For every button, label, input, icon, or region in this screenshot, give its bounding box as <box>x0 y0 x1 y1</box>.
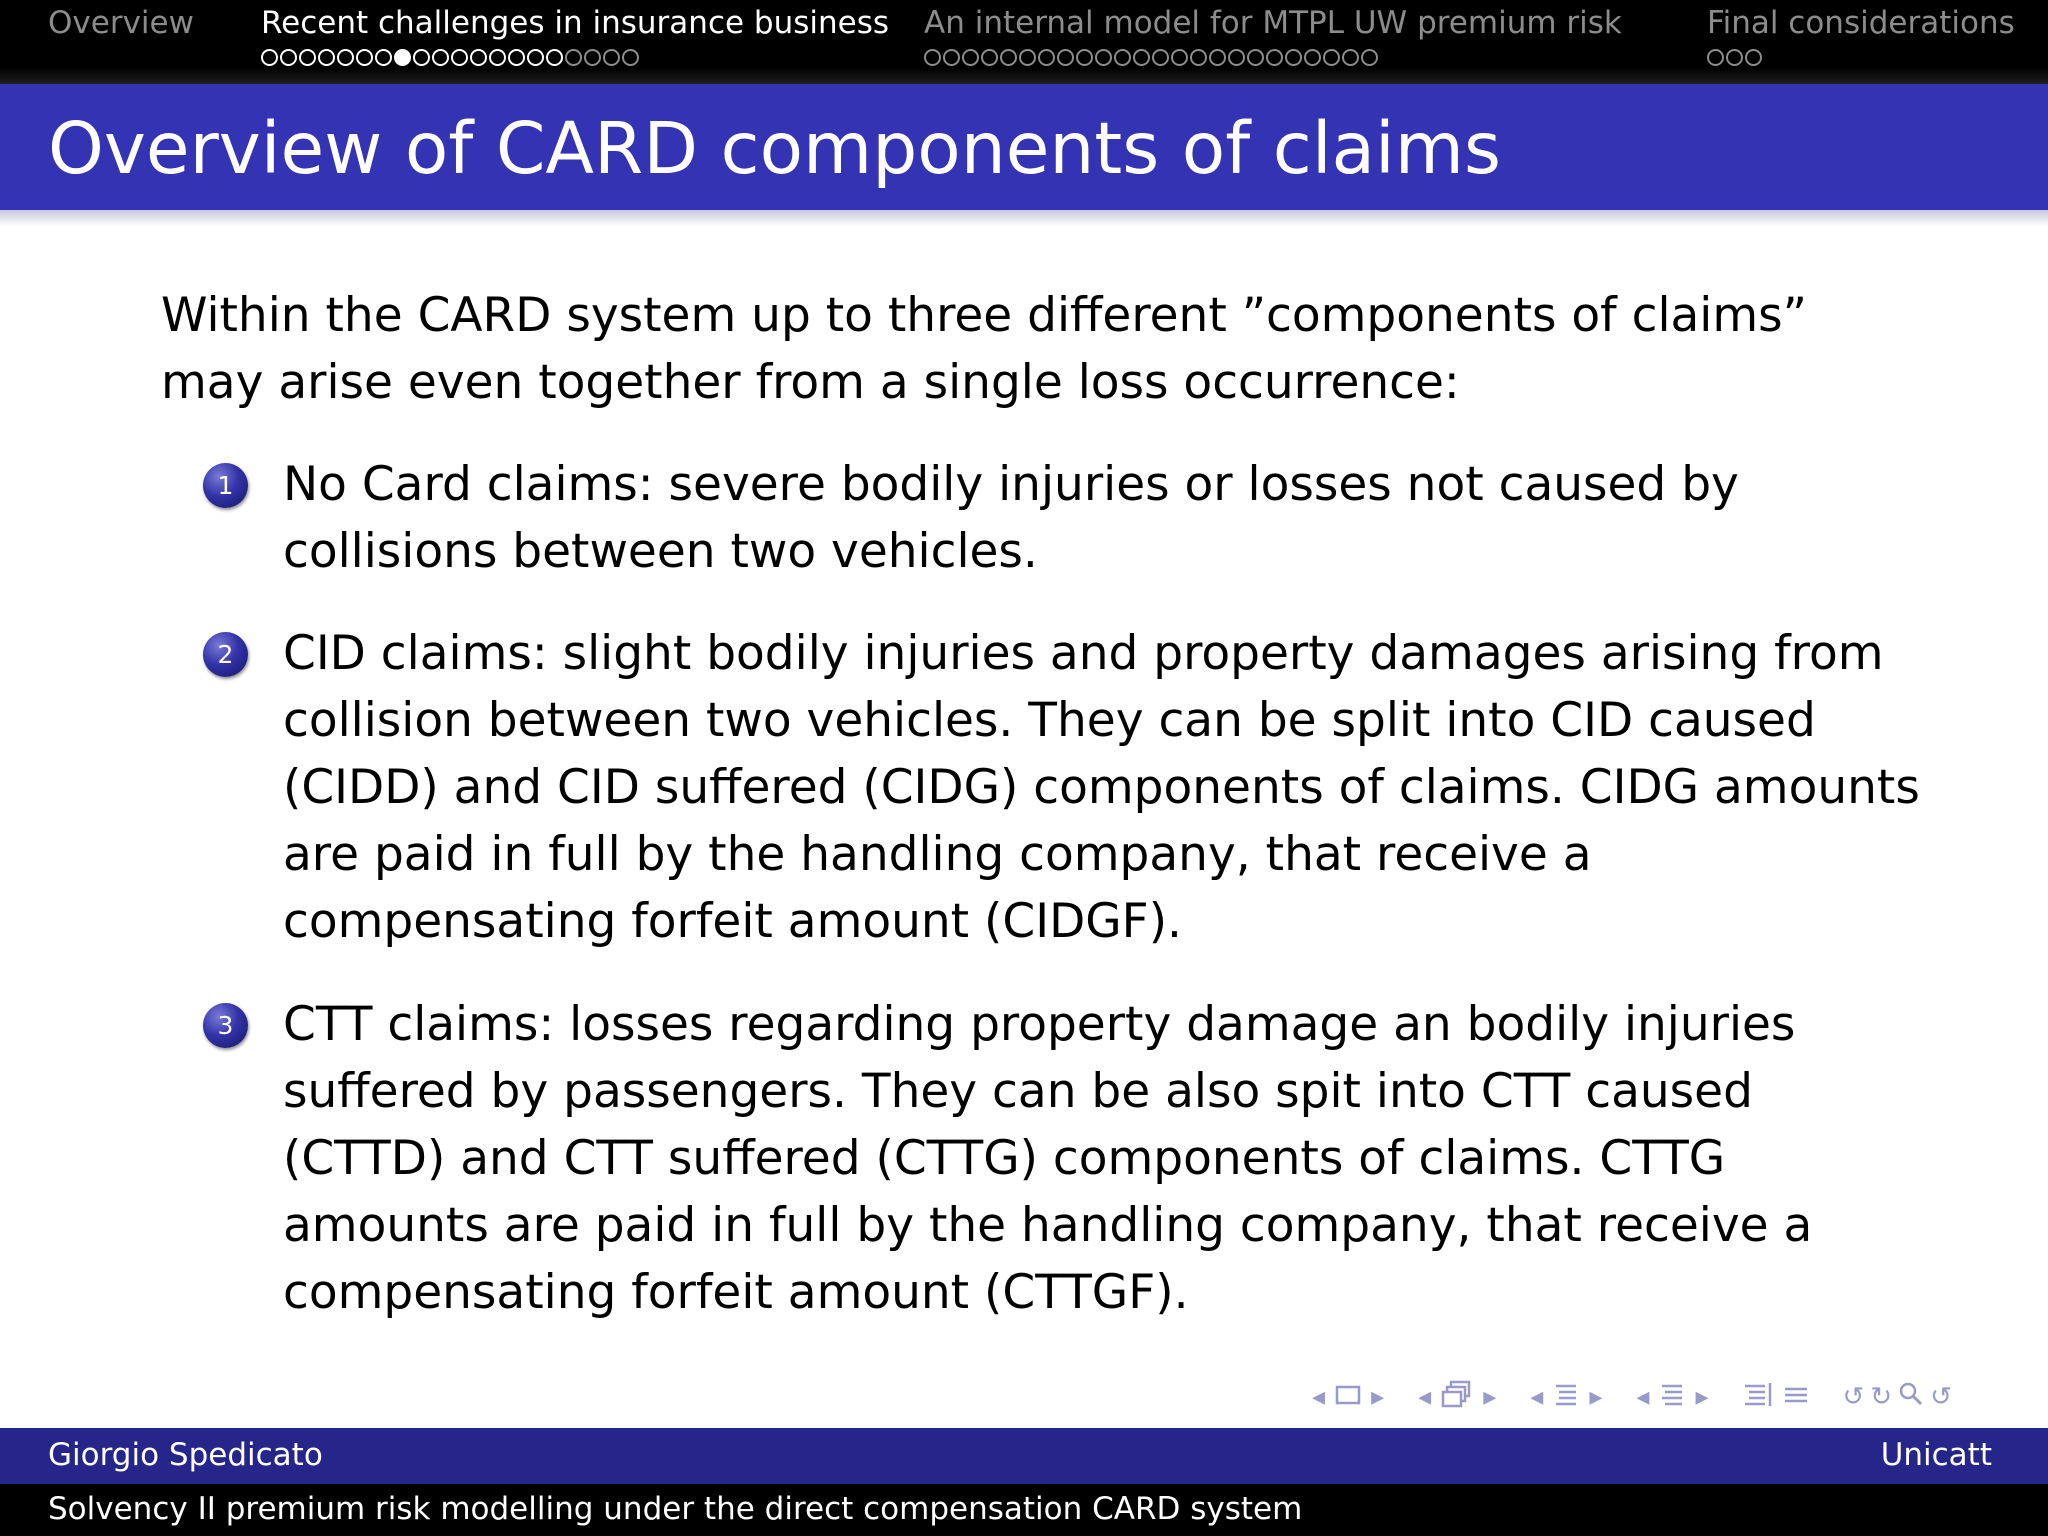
frame-dot[interactable] <box>1304 49 1321 66</box>
frame-dot[interactable] <box>413 49 430 66</box>
frame-title-bar <box>0 84 2048 210</box>
enum-badge: 1 <box>203 463 248 508</box>
frame-dot[interactable] <box>1342 49 1359 66</box>
frame-dot[interactable] <box>584 49 601 66</box>
intro-paragraph: Within the CARD system up to three different ”components of claims” may arise even together from a single loss occurrence: <box>161 288 1807 410</box>
nav-section-internal-model[interactable] <box>924 4 1622 68</box>
frame-dot[interactable] <box>1707 49 1724 66</box>
frame-dot[interactable] <box>1133 49 1150 66</box>
subsection-prev-icon[interactable]: ◂ <box>1418 1382 1432 1412</box>
toc-icon[interactable] <box>1783 1382 1809 1412</box>
footer-institute: Unicatt <box>1880 1437 1992 1473</box>
doc-icon[interactable] <box>1659 1381 1685 1414</box>
frame-dot[interactable] <box>1038 49 1055 66</box>
enum-badge: 3 <box>203 1003 248 1048</box>
frame-dot[interactable] <box>1285 49 1302 66</box>
frame-dot[interactable] <box>1361 49 1378 66</box>
frame-dot[interactable] <box>565 49 582 66</box>
frame-dot[interactable] <box>299 49 316 66</box>
enum-item-cid-claims: CID claims: slight bodily injuries and property damages arising from collision between two vehicles. They can be split into CID caused (CIDD) and CID suffered (CIDG) components of claims. CIDG amounts are paid in full by the handling company, that receive a compensating forfeit amount (CIDGF). <box>283 626 1920 949</box>
frame-dot[interactable] <box>546 49 563 66</box>
frame-prev-icon[interactable]: ◂ <box>1312 1382 1326 1412</box>
frame-dot[interactable] <box>1745 49 1762 66</box>
frame-dot[interactable] <box>432 49 449 66</box>
nav-section-final-considerations[interactable] <box>1707 4 2015 68</box>
frame-dots <box>1707 46 2015 68</box>
section-navigation-bar <box>0 0 2048 84</box>
frame-dot[interactable] <box>527 49 544 66</box>
frame-dot[interactable] <box>375 49 392 66</box>
frame-dot[interactable] <box>1076 49 1093 66</box>
frame-dot[interactable] <box>280 49 297 66</box>
nav-section-title[interactable]: An internal model for MTPL UW premium risk <box>924 5 1622 41</box>
section-prev-icon[interactable]: ◂ <box>1530 1382 1544 1412</box>
frame-dot[interactable] <box>1114 49 1131 66</box>
back-icon[interactable]: ↺ <box>1842 1382 1865 1412</box>
section-next-icon[interactable]: ▸ <box>1589 1382 1603 1412</box>
frame-dot[interactable] <box>603 49 620 66</box>
frame-dot[interactable] <box>1247 49 1264 66</box>
frame-dot[interactable] <box>1057 49 1074 66</box>
frame-dots <box>261 46 889 68</box>
frame-title: Overview of CARD components of claims <box>48 107 1501 190</box>
frame-dot[interactable] <box>1228 49 1245 66</box>
frame-dot[interactable] <box>337 49 354 66</box>
frame-dot[interactable] <box>261 49 278 66</box>
frame-dot[interactable] <box>508 49 525 66</box>
nav-section-overview[interactable] <box>48 4 194 42</box>
subsection-icon[interactable] <box>1441 1380 1473 1415</box>
frame-dot[interactable] <box>1000 49 1017 66</box>
nav-section-title[interactable]: Recent challenges in insurance business <box>261 5 890 41</box>
nav-section-recent-challenges[interactable] <box>261 4 889 68</box>
frame-dot[interactable] <box>1019 49 1036 66</box>
frame-dot[interactable] <box>1209 49 1226 66</box>
frame-dot[interactable] <box>962 49 979 66</box>
frame-dot[interactable] <box>1323 49 1340 66</box>
frame-dot[interactable] <box>356 49 373 66</box>
section-icon[interactable] <box>1553 1381 1579 1414</box>
frame-dot[interactable] <box>1171 49 1188 66</box>
frame-dot[interactable] <box>981 49 998 66</box>
enum-item-ctt-claims: CTT claims: losses regarding property damage an bodily injuries suffered by passengers. They can be also spit into CTT caused (CTTD) and CTT suffered (CTTG) components of claims. CTTG amounts are paid in full by the handling company, that receive a compensating forfeit amount (CTTGF). <box>283 997 1813 1320</box>
frame-dot[interactable] <box>924 49 941 66</box>
frame-dot[interactable] <box>622 49 639 66</box>
current-frame-dot[interactable] <box>394 49 411 66</box>
doc-prev-icon[interactable]: ◂ <box>1636 1382 1650 1412</box>
footer-title-bar <box>0 1484 2048 1536</box>
beamer-navigation-symbols <box>1312 1380 1952 1414</box>
search-back-icon[interactable]: ↺ <box>1930 1382 1952 1412</box>
frame-dot[interactable] <box>1095 49 1112 66</box>
frame-dot[interactable] <box>451 49 468 66</box>
footer-author: Giorgio Spedicato <box>48 1437 323 1473</box>
footer-talk-title: Solvency II premium risk modelling under the direct compensation CARD system <box>48 1491 1303 1527</box>
appendix-icon[interactable] <box>1743 1381 1773 1414</box>
enum-item-no-card-claims: No Card claims: severe bodily injuries or losses not caused by collisions between two vehicles. <box>283 457 1739 579</box>
frame-dot[interactable] <box>318 49 335 66</box>
forward-icon[interactable]: ↻ <box>1870 1382 1893 1412</box>
frame-dot[interactable] <box>1152 49 1169 66</box>
frame-next-icon[interactable]: ▸ <box>1371 1382 1385 1412</box>
frame-dot[interactable] <box>943 49 960 66</box>
frame-dot[interactable] <box>1190 49 1207 66</box>
enum-badge: 2 <box>203 632 248 677</box>
nav-section-title[interactable]: Overview <box>48 5 194 41</box>
subsection-next-icon[interactable]: ▸ <box>1483 1382 1497 1412</box>
frame-dot[interactable] <box>1726 49 1743 66</box>
nav-section-title[interactable]: Final considerations <box>1707 5 2015 41</box>
frame-icon[interactable] <box>1335 1382 1361 1412</box>
frame-dot[interactable] <box>489 49 506 66</box>
frame-dot[interactable] <box>1266 49 1283 66</box>
doc-next-icon[interactable]: ▸ <box>1695 1382 1709 1412</box>
frame-dots <box>924 46 1622 68</box>
frame-dot[interactable] <box>470 49 487 66</box>
footer-author-bar <box>0 1428 2048 1484</box>
title-bar-shadow <box>0 210 2048 226</box>
search-icon[interactable] <box>1898 1381 1924 1414</box>
